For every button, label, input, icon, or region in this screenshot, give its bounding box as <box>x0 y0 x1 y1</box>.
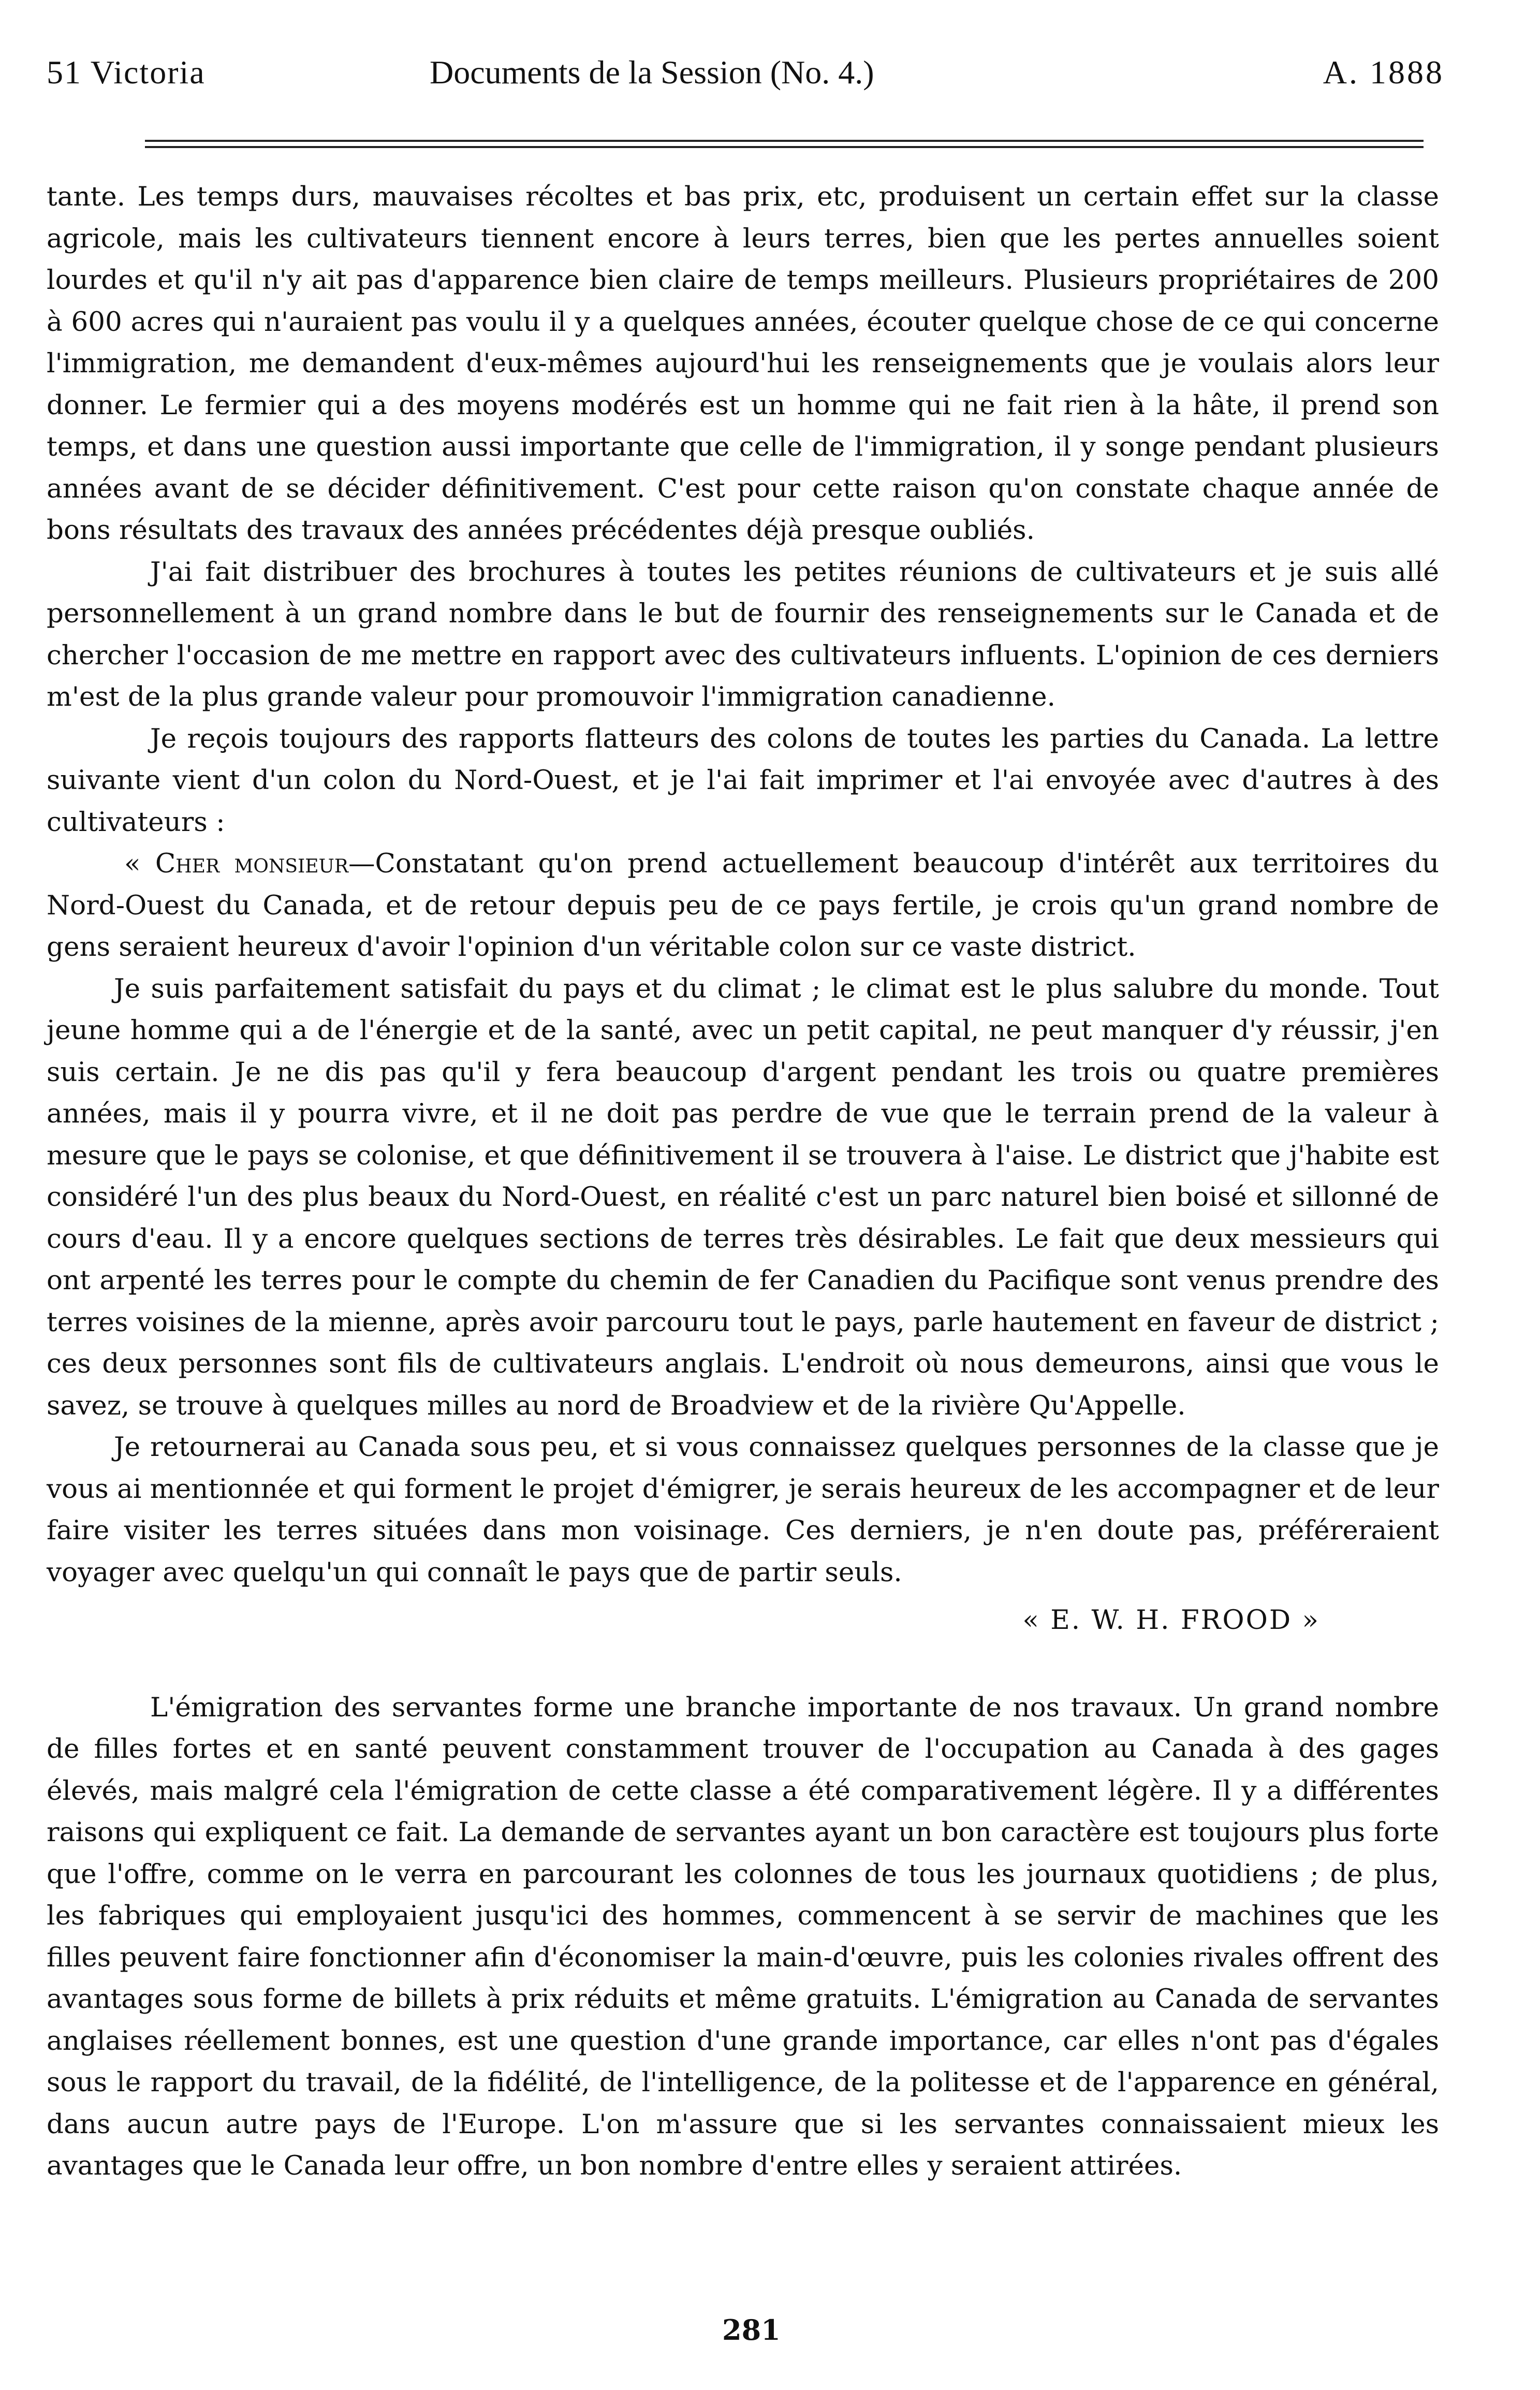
header-year: A. 1888 <box>1323 54 1444 91</box>
header-rule-bottom <box>145 146 1424 148</box>
paragraph-brochures: J'ai fait distribuer des brochures à toutes les petites réunions de cultivateurs et je suis allé personnellement à un grand nombre dans le but de fournir des renseignements sur le Canada et de chercher l'occasion de me mettre en rapport avec des cultivateurs influents. L'opinion de ces derniers m'est de la plus grande valeur pour promouvoir l'immigration canadienne. <box>47 556 1439 712</box>
body-text <box>47 176 1439 2187</box>
letter-paragraph: Je suis parfaitement satisfait du pays et du climat ; le climat est le plus salubre du monde. Tout jeune homme qui a de l'énergie et de la santé, avec un petit capital, ne peut manquer d'y réussir, j'en suis certain. Je ne dis pas qu'il y fera beaucoup d'argent pendant les trois ou quatre premières années, mais il y pourra vivre, et il ne doit pas perdre de vue que le terrain prend de la valeur à mesure que le pays se colonise, et que définitivement il se trouvera à l'aise. Le district que j'habite est considéré l'un des plus beaux du Nord-Ouest, en réalité c'est un parc naturel bien boisé et sillonné de cours d'eau. Il y a encore quelques sections de terres très désirables. Le fait que deux messieurs qui ont arpenté les terres pour le compte du chemin de fer Canadien du Pacifique sont venus prendre des terres voisines de la mienne, après avoir parcouru tout le pays, parle hautement en faveur de district ; ces deux personnes sont fils de cultivateurs anglais. L'endroit où nous demeurons, ainsi que vous le savez, se trouve à quelques milles au nord de Broadview et de la rivière Qu'Appelle. <box>47 973 1439 1421</box>
running-header <box>47 49 1444 96</box>
letter-salutation: « Cher monsieur <box>124 848 348 879</box>
header-rule-top <box>145 140 1424 142</box>
page-number: 281 <box>722 2313 781 2347</box>
paragraph-reports: Je reçois toujours des rapports flatteurs des colons de toutes les parties du Canada. La lettre suivante vient d'un colon du Nord-Ouest, et je l'ai fait imprimer et l'ai envoyée avec d'autres à des cultivateurs : <box>47 723 1439 838</box>
header-volume: 51 Victoria <box>47 54 206 91</box>
letter-opening <box>47 843 1439 968</box>
letter-paragraph: Je retournerai au Canada sous peu, et si vous connaissez quelques personnes de la classe que je vous ai mentionnée et qui forment le projet d'émigrer, je serais heureux de les accompagner et de leur faire visiter les terres situées dans mon voisinage. Ces derniers, je n'en doute pas, préféreraient voyager avec quelqu'un qui connaît le pays que de partir seuls. <box>47 1432 1439 1588</box>
letter-opening-text: —Constatant qu'on prend actuellement beaucoup d'intérêt aux territoires du Nord-Ouest du Canada, et de retour depuis peu de ce pays fertile, je crois qu'un grand nombre de gens seraient heureux d'avoir l'opinion d'un véritable colon sur ce vaste district. <box>47 848 1439 963</box>
paragraph-continuation: tante. Les temps durs, mauvaises récoltes et bas prix, etc, produisent un certain effet sur la classe agricole, mais les cultivateurs tiennent encore à leurs terres, bien que les pertes annuelles soient lourdes et qu'il n'y ait pas d'apparence bien claire de temps meilleurs. Plusieurs propriétaires de 200 à 600 acres qui n'auraient pas voulu il y a quelques années, écouter quelque chose de ce qui concerne l'immigration, me demandent d'eux-mêmes aujourd'hui les renseignements que je voulais alors leur donner. Le fermier qui a des moyens modérés est un homme qui ne fait rien à la hâte, il prend son temps, et dans une question aussi importante que celle de l'immigration, il y songe pendant plusieurs années avant de se décider définitivement. C'est pour cette raison qu'on constate chaque année de bons résultats des travaux des années précédentes déjà presque oubliés. <box>47 181 1439 546</box>
header-title: Documents de la Session (No. 4.) <box>430 54 874 91</box>
paragraph-servants: L'émigration des servantes forme une branche importante de nos travaux. Un grand nombre de filles fortes et en santé peuvent constamment trouver de l'occupation au Canada à des gages élevés, mais malgré cela l'émigration de cette classe a été comparativement légère. Il y a différentes raisons qui expliquent ce fait. La demande de servantes ayant un bon caractère est toujours plus forte que l'offre, comme on le verra en parcourant les colonnes de tous les journaux quotidiens ; de plus, les fabriques qui employaient jusqu'ici des hommes, commencent à se servir de machines que les filles peuvent faire fonctionner afin d'économiser la main-d'œuvre, puis les colonies rivales offrent des avantages sous forme de billets à prix réduits et même gratuits. L'émigration au Canada de servantes anglaises réellement bonnes, est une question d'une grande importance, car elles n'ont pas d'égales sous le rapport du travail, de la fidélité, de l'intelligence, de la politesse et de l'apparence en général, dans aucun autre pays de l'Europe. L'on m'assure que si les servantes connaissaient mieux les avantages que le Canada leur offre, un bon nombre d'entre elles y seraient attirées. <box>47 1692 1439 2181</box>
letter-signature: « E. W. H. FROOD » <box>1022 1605 1320 1636</box>
